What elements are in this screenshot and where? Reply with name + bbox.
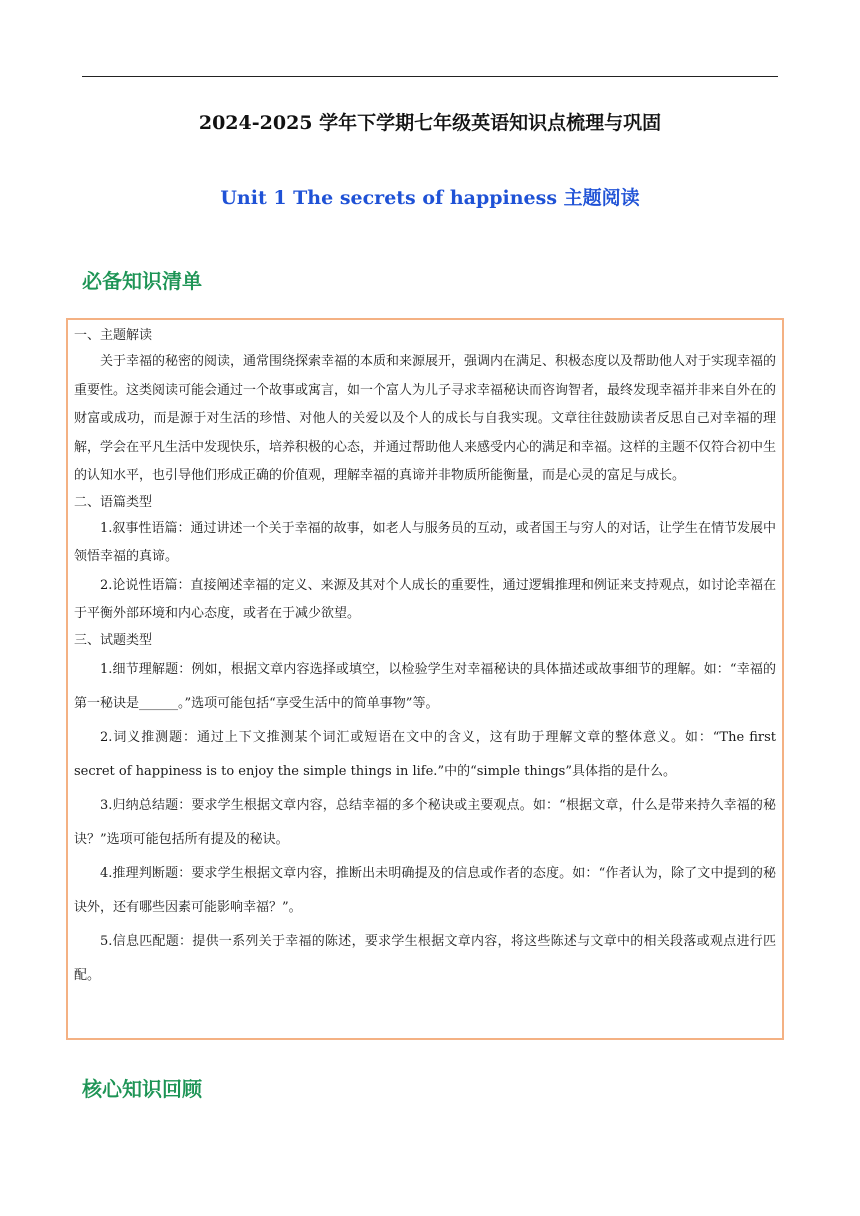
section-heading-core: 核心知识回顾 (82, 1077, 202, 1101)
header-rule (82, 76, 778, 77)
section-heading-essentials: 必备知识清单 (82, 269, 202, 293)
question-item: 4.推理判断题：要求学生根据文章内容，推断出未明确提及的信息或作者的态度。如：“作者认为，除了文中提到的秘诀外，还有哪些因素可能影响幸福？”。 (74, 865, 776, 915)
question-item: 2.词义推测题：通过上下文推测某个词汇或短语在文中的含义，这有助于理解文章的整体意义。如：“The first secret of happiness is to enjoy the simple things in life.”中的“simple things”具体指的是什么。 (74, 729, 776, 779)
genre-item: 2.论说性语篇：直接阐述幸福的定义、来源及其对个人成长的重要性，通过逻辑推理和例证来支持观点，如讨论幸福在于平衡外部环境和内心态度，或者在于减少欲望。 (74, 577, 776, 621)
theme-paragraph: 关于幸福的秘密的阅读，通常围绕探索幸福的本质和来源展开，强调内在满足、积极态度以及帮助他人对于实现幸福的重要性。这类阅读可能会通过一个故事或寓言，如一个富人为儿子寻求幸福秘诀而咨询智者，最终发现幸福并非来自外在的财富或成功，而是源于对生活的珍惜、对他人的关爱以及个人的成长与自我实现。文章往往鼓励读者反思自己对幸福的理解，学会在平凡生活中发现快乐，培养积极的心态，并通过帮助他人来感受内心的满足和幸福。这样的主题不仅符合初中生的认知水平，也引导他们形成正确的价值观，理解幸福的真谛并非物质所能衡量，而是心灵的富足与成长。 (74, 354, 777, 483)
question-item: 3.归纳总结题：要求学生根据文章内容，总结幸福的多个秘诀或主要观点。如：“根据文章，什么是带来持久幸福的秘诀？”选项可能包括所有提及的秘诀。 (74, 797, 776, 847)
question-heading: 三、试题类型 (74, 632, 153, 648)
unit-title: Unit 1 The secrets of happiness 主题阅读 (220, 187, 640, 209)
question-item: 5.信息匹配题：提供一系列关于幸福的陈述，要求学生根据文章内容，将这些陈述与文章中的相关段落或观点进行匹配。 (74, 933, 776, 983)
theme-heading: 一、主题解读 (74, 328, 153, 343)
genre-heading: 二、语篇类型 (74, 494, 153, 510)
document-title: 2024-2025 学年下学期七年级英语知识点梳理与巩固 (198, 112, 662, 134)
question-item: 1.细节理解题：例如，根据文章内容选择或填空，以检验学生对幸福秘诀的具体描述或故事细节的理解。如：“幸福的第一秘诀是______。”选项可能包括“享受生活中的简单事物”等。 (74, 661, 776, 711)
knowledge-box (66, 318, 784, 1040)
genre-item: 1.叙事性语篇：通过讲述一个关于幸福的故事，如老人与服务员的互动，或者国王与穷人的对话，让学生在情节发展中领悟幸福的真谛。 (74, 520, 776, 564)
